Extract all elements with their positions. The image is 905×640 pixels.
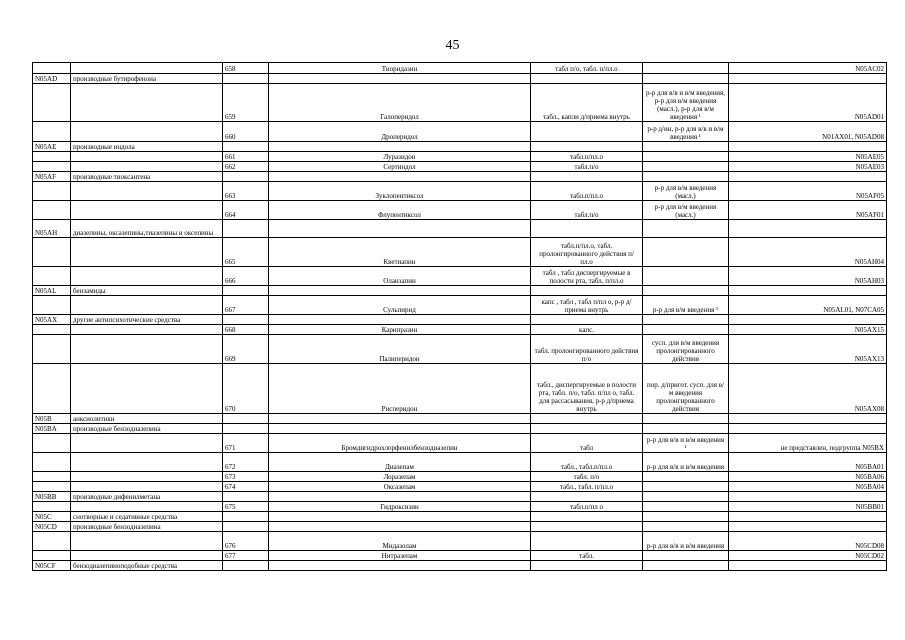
atc-code-cell — [729, 561, 887, 571]
row-number-cell: 663 — [223, 182, 269, 201]
row-number-cell — [223, 74, 269, 84]
dosage-form-cell — [531, 522, 643, 532]
drug-name-cell: Рисперидон — [269, 364, 531, 414]
atc-group-name-cell — [71, 84, 223, 122]
atc-code-cell: N05BA06 — [729, 472, 887, 482]
atc-group-name-cell — [71, 325, 223, 335]
injection-form-cell — [643, 74, 729, 84]
atc-group-code-cell — [33, 182, 71, 201]
atc-group-code-cell: N05BA — [33, 424, 71, 434]
atc-group-code-cell — [33, 122, 71, 142]
drug-name-cell: Сертиндол — [269, 162, 531, 172]
row-number-cell: 668 — [223, 325, 269, 335]
table-row — [33, 325, 887, 335]
atc-code-cell: N05BB01 — [729, 502, 887, 512]
injection-form-cell — [643, 220, 729, 238]
dosage-form-cell: табл. пролонгированного действия п/о — [531, 335, 643, 364]
atc-group-name-cell — [71, 335, 223, 364]
drug-name-cell — [269, 172, 531, 182]
drug-name-cell: Галоперидол — [269, 84, 531, 122]
atc-code-cell: N05AF01 — [729, 201, 887, 220]
row-number-cell: 671 — [223, 434, 269, 453]
atc-group-name-cell — [71, 482, 223, 492]
atc-code-cell: N05AD01 — [729, 84, 887, 122]
injection-form-cell: р-р для в/в и в/м введения ¹ — [643, 434, 729, 453]
injection-form-cell — [643, 522, 729, 532]
atc-code-cell: N05BA04 — [729, 482, 887, 492]
dosage-form-cell: табл.п/пл.о, табл. пролонгированного действия п/пл.о — [531, 238, 643, 267]
atc-group-name-cell: другие антипсихотические средства — [71, 315, 223, 325]
atc-group-code-cell: N05CF — [33, 561, 71, 571]
drug-name-cell: Оланзапин — [269, 267, 531, 286]
injection-form-cell — [643, 267, 729, 286]
atc-group-name-cell — [71, 122, 223, 142]
drug-name-cell: Мидазолам — [269, 532, 531, 551]
row-number-cell — [223, 414, 269, 424]
atc-code-cell: N05AH03 — [729, 267, 887, 286]
atc-group-code-cell — [33, 325, 71, 335]
drug-name-cell: Лоразепам — [269, 472, 531, 482]
row-number-cell — [223, 172, 269, 182]
atc-group-name-cell — [71, 453, 223, 472]
table-row — [33, 472, 887, 482]
dosage-form-cell: табл., диспергируемые в полости рта, табл. п/о, табл. п/пл о, табл. для рассасывания, р-р д/приема внутрь — [531, 364, 643, 414]
atc-group-name-cell: снотворные и седативные средства — [71, 512, 223, 522]
injection-form-cell — [643, 286, 729, 296]
atc-code-cell — [729, 492, 887, 502]
atc-code-cell — [729, 286, 887, 296]
injection-form-cell — [643, 63, 729, 74]
row-number-cell: 665 — [223, 238, 269, 267]
atc-group-code-cell — [33, 267, 71, 286]
atc-group-name-cell — [71, 162, 223, 172]
atc-group-code-cell: N05AF — [33, 172, 71, 182]
dosage-form-cell: табл., капли д/приема внутрь — [531, 84, 643, 122]
atc-group-name-cell — [71, 364, 223, 414]
injection-form-cell — [643, 238, 729, 267]
atc-code-cell — [729, 315, 887, 325]
atc-group-code-cell: N05AH — [33, 220, 71, 238]
atc-group-code-cell — [33, 434, 71, 453]
table-row — [33, 502, 887, 512]
dosage-form-cell — [531, 414, 643, 424]
row-number-cell: 662 — [223, 162, 269, 172]
atc-code-cell: N05AE05 — [729, 152, 887, 162]
injection-form-cell: р-р для в/м введения ¹ — [643, 296, 729, 315]
atc-group-name-cell — [71, 152, 223, 162]
table-row — [33, 482, 887, 492]
dosage-form-cell: табл — [531, 434, 643, 453]
row-number-cell: 672 — [223, 453, 269, 472]
drug-name-cell — [269, 74, 531, 84]
atc-group-name-cell: анксиолитики — [71, 414, 223, 424]
atc-group-name-cell: бензодиазепиноподобные средства — [71, 561, 223, 571]
page-number: 45 — [445, 38, 460, 53]
atc-code-cell: N05BA01 — [729, 453, 887, 472]
injection-form-cell — [643, 472, 729, 482]
atc-group-code-cell: N05AL — [33, 286, 71, 296]
table-row — [33, 453, 887, 472]
injection-form-cell — [643, 482, 729, 492]
table-row — [33, 142, 887, 152]
atc-group-name-cell: производные дифенилметана — [71, 492, 223, 502]
dosage-form-cell: табл.п/о — [531, 162, 643, 172]
drug-name-cell — [269, 512, 531, 522]
row-number-cell — [223, 522, 269, 532]
table-row — [33, 286, 887, 296]
drug-name-cell — [269, 561, 531, 571]
atc-group-code-cell: N05C — [33, 512, 71, 522]
row-number-cell — [223, 315, 269, 325]
table-row — [33, 122, 887, 142]
injection-form-cell: сусп. для в/м введения пролонгированного действия — [643, 335, 729, 364]
injection-form-cell — [643, 551, 729, 561]
drug-name-cell: Сульпирид — [269, 296, 531, 315]
row-number-cell: 670 — [223, 364, 269, 414]
atc-group-name-cell — [71, 63, 223, 74]
atc-group-code-cell: N05AD — [33, 74, 71, 84]
atc-group-code-cell — [33, 152, 71, 162]
atc-group-code-cell: N05AX — [33, 315, 71, 325]
atc-code-cell — [729, 512, 887, 522]
injection-form-cell: р-р для в/в и в/м введения, р-р для в/м введения (масл.), р-р для в/м введения ¹ — [643, 84, 729, 122]
dosage-form-cell: капс , табл , табл п/пл о, р-р д/приема внутрь — [531, 296, 643, 315]
drug-table — [32, 62, 887, 571]
atc-group-name-cell — [71, 472, 223, 482]
row-number-cell — [223, 142, 269, 152]
table-row — [33, 220, 887, 238]
row-number-cell: 669 — [223, 335, 269, 364]
atc-group-code-cell — [33, 238, 71, 267]
atc-code-cell: N05AX08 — [729, 364, 887, 414]
drug-name-cell: Диазепам — [269, 453, 531, 472]
drug-name-cell — [269, 220, 531, 238]
atc-group-name-cell — [71, 532, 223, 551]
dosage-form-cell: табл.п/пл.о — [531, 182, 643, 201]
atc-group-code-cell: N05BB — [33, 492, 71, 502]
dosage-form-cell: табл.п/пл о — [531, 502, 643, 512]
drug-name-cell: Палиперидон — [269, 335, 531, 364]
injection-form-cell — [643, 424, 729, 434]
injection-form-cell — [643, 512, 729, 522]
dosage-form-cell: табл. п/о — [531, 472, 643, 482]
drug-name-cell: Карипразин — [269, 325, 531, 335]
row-number-cell: 673 — [223, 472, 269, 482]
atc-group-code-cell — [33, 502, 71, 512]
dosage-form-cell — [531, 315, 643, 325]
atc-code-cell — [729, 220, 887, 238]
atc-group-name-cell — [71, 267, 223, 286]
injection-form-cell — [643, 162, 729, 172]
drug-name-cell: Бромдигидрохлорфенилбензодиазепин — [269, 434, 531, 453]
drug-name-cell: Нитразепам — [269, 551, 531, 561]
dosage-form-cell: табл.п/пл.о — [531, 152, 643, 162]
atc-group-code-cell — [33, 201, 71, 220]
injection-form-cell — [643, 142, 729, 152]
injection-form-cell — [643, 315, 729, 325]
atc-group-code-cell: N05CD — [33, 522, 71, 532]
row-number-cell: 664 — [223, 201, 269, 220]
atc-code-cell — [729, 142, 887, 152]
atc-code-cell — [729, 424, 887, 434]
table-row — [33, 238, 887, 267]
atc-group-name-cell — [71, 502, 223, 512]
table-row — [33, 434, 887, 453]
drug-name-cell: Дроперидол — [269, 122, 531, 142]
table-row — [33, 414, 887, 424]
drug-name-cell: Луразидон — [269, 152, 531, 162]
row-number-cell — [223, 424, 269, 434]
atc-code-cell: N05AH04 — [729, 238, 887, 267]
row-number-cell: 676 — [223, 532, 269, 551]
table-row — [33, 492, 887, 502]
atc-group-code-cell — [33, 63, 71, 74]
atc-code-cell: N05AF05 — [729, 182, 887, 201]
dosage-form-cell: табл. — [531, 551, 643, 561]
atc-group-name-cell: производные бензодиазепина — [71, 424, 223, 434]
injection-form-cell: р-р д/ин, р-р для в/в и в/м введения ¹ — [643, 122, 729, 142]
atc-group-name-cell: бензамиды — [71, 286, 223, 296]
atc-code-cell: N05CD08 — [729, 532, 887, 551]
dosage-form-cell: табл , табл диспергируемые в полости рта, табл. п/пл.о — [531, 267, 643, 286]
atc-group-code-cell: N05B — [33, 414, 71, 424]
dosage-form-cell — [531, 532, 643, 551]
drug-name-cell: Тиоридазин — [269, 63, 531, 74]
atc-code-cell: N01AX01, N05AD08 — [729, 122, 887, 142]
row-number-cell: 659 — [223, 84, 269, 122]
atc-group-code-cell — [33, 472, 71, 482]
table-row — [33, 561, 887, 571]
dosage-form-cell — [531, 122, 643, 142]
dosage-form-cell — [531, 492, 643, 502]
row-number-cell: 674 — [223, 482, 269, 492]
row-number-cell — [223, 286, 269, 296]
dosage-form-cell — [531, 142, 643, 152]
atc-code-cell: N05AX15 — [729, 325, 887, 335]
atc-group-name-cell: производные тиоксантена — [71, 172, 223, 182]
row-number-cell: 667 — [223, 296, 269, 315]
dosage-form-cell — [531, 220, 643, 238]
dosage-form-cell: табл п/о, табл. п/пл.о — [531, 63, 643, 74]
row-number-cell: 675 — [223, 502, 269, 512]
injection-form-cell: р-р для в/в и в/м введения — [643, 532, 729, 551]
table-row — [33, 551, 887, 561]
injection-form-cell: р-р для в/в и в/м введения — [643, 453, 729, 472]
injection-form-cell — [643, 152, 729, 162]
drug-name-cell: Гидроксизин — [269, 502, 531, 512]
drug-name-cell: Кветиапин — [269, 238, 531, 267]
atc-group-code-cell: N05AE — [33, 142, 71, 152]
table-row — [33, 152, 887, 162]
atc-group-name-cell — [71, 201, 223, 220]
table-row — [33, 172, 887, 182]
atc-group-code-cell — [33, 162, 71, 172]
atc-group-name-cell: производные бутирофенона — [71, 74, 223, 84]
atc-group-name-cell: диазепины, оксазепины,тиазепины и оксепины — [71, 220, 223, 238]
atc-code-cell: N05AX13 — [729, 335, 887, 364]
table-row — [33, 162, 887, 172]
atc-group-name-cell — [71, 182, 223, 201]
table-row — [33, 267, 887, 286]
table-row — [33, 296, 887, 315]
table-body — [33, 63, 887, 571]
atc-code-cell — [729, 74, 887, 84]
atc-code-cell: N05AC02 — [729, 63, 887, 74]
atc-code-cell: N05CD02 — [729, 551, 887, 561]
injection-form-cell — [643, 414, 729, 424]
drug-name-cell — [269, 286, 531, 296]
atc-group-name-cell — [71, 238, 223, 267]
dosage-form-cell — [531, 286, 643, 296]
row-number-cell — [223, 512, 269, 522]
atc-code-cell: N05AL01, N07CA05 — [729, 296, 887, 315]
injection-form-cell — [643, 492, 729, 502]
injection-form-cell — [643, 325, 729, 335]
atc-group-name-cell — [71, 296, 223, 315]
atc-group-code-cell — [33, 551, 71, 561]
row-number-cell: 661 — [223, 152, 269, 162]
row-number-cell — [223, 561, 269, 571]
atc-group-code-cell — [33, 335, 71, 364]
drug-name-cell: Зуклопентиксол — [269, 182, 531, 201]
table-row — [33, 532, 887, 551]
drug-name-cell — [269, 492, 531, 502]
row-number-cell: 677 — [223, 551, 269, 561]
drug-name-cell — [269, 522, 531, 532]
drug-name-cell — [269, 142, 531, 152]
atc-code-cell: N05AE03 — [729, 162, 887, 172]
injection-form-cell: р-р для в/м введения (масл.) — [643, 182, 729, 201]
atc-code-cell — [729, 172, 887, 182]
injection-form-cell — [643, 561, 729, 571]
injection-form-cell: р-р для в/м введения (масл.) — [643, 201, 729, 220]
dosage-form-cell: капс. — [531, 325, 643, 335]
row-number-cell: 658 — [223, 63, 269, 74]
dosage-form-cell — [531, 74, 643, 84]
atc-group-name-cell: производные индола — [71, 142, 223, 152]
dosage-form-cell: табл.п/о — [531, 201, 643, 220]
atc-group-code-cell — [33, 84, 71, 122]
table-row — [33, 74, 887, 84]
dosage-form-cell — [531, 424, 643, 434]
row-number-cell — [223, 220, 269, 238]
drug-name-cell: Оксазепам — [269, 482, 531, 492]
drug-name-cell — [269, 315, 531, 325]
dosage-form-cell: табл., табл.п/пл.о — [531, 453, 643, 472]
atc-group-name-cell: производные бензодиазепина — [71, 522, 223, 532]
injection-form-cell: пор. д/пригот. сусп. для в/м введения пролонгированного действия — [643, 364, 729, 414]
dosage-form-cell: табл., табл. п/пл.о — [531, 482, 643, 492]
table-row — [33, 335, 887, 364]
atc-group-code-cell — [33, 532, 71, 551]
atc-group-code-cell — [33, 296, 71, 315]
table-row — [33, 522, 887, 532]
dosage-form-cell — [531, 172, 643, 182]
drug-name-cell: Флупентиксол — [269, 201, 531, 220]
table-row — [33, 315, 887, 325]
table-row — [33, 201, 887, 220]
table-row — [33, 364, 887, 414]
table-row — [33, 182, 887, 201]
drug-name-cell — [269, 414, 531, 424]
row-number-cell: 660 — [223, 122, 269, 142]
atc-group-name-cell — [71, 551, 223, 561]
atc-group-name-cell — [71, 434, 223, 453]
atc-code-cell — [729, 522, 887, 532]
dosage-form-cell — [531, 512, 643, 522]
atc-group-code-cell — [33, 364, 71, 414]
drug-name-cell — [269, 424, 531, 434]
row-number-cell: 666 — [223, 267, 269, 286]
table-row — [33, 424, 887, 434]
atc-code-cell — [729, 414, 887, 424]
injection-form-cell — [643, 502, 729, 512]
atc-code-cell: не представлен, подгруппа N05BX — [729, 434, 887, 453]
dosage-form-cell — [531, 561, 643, 571]
atc-group-code-cell — [33, 482, 71, 492]
table-row — [33, 512, 887, 522]
row-number-cell — [223, 492, 269, 502]
table-row — [33, 63, 887, 74]
table-row — [33, 84, 887, 122]
injection-form-cell — [643, 172, 729, 182]
atc-group-code-cell — [33, 453, 71, 472]
